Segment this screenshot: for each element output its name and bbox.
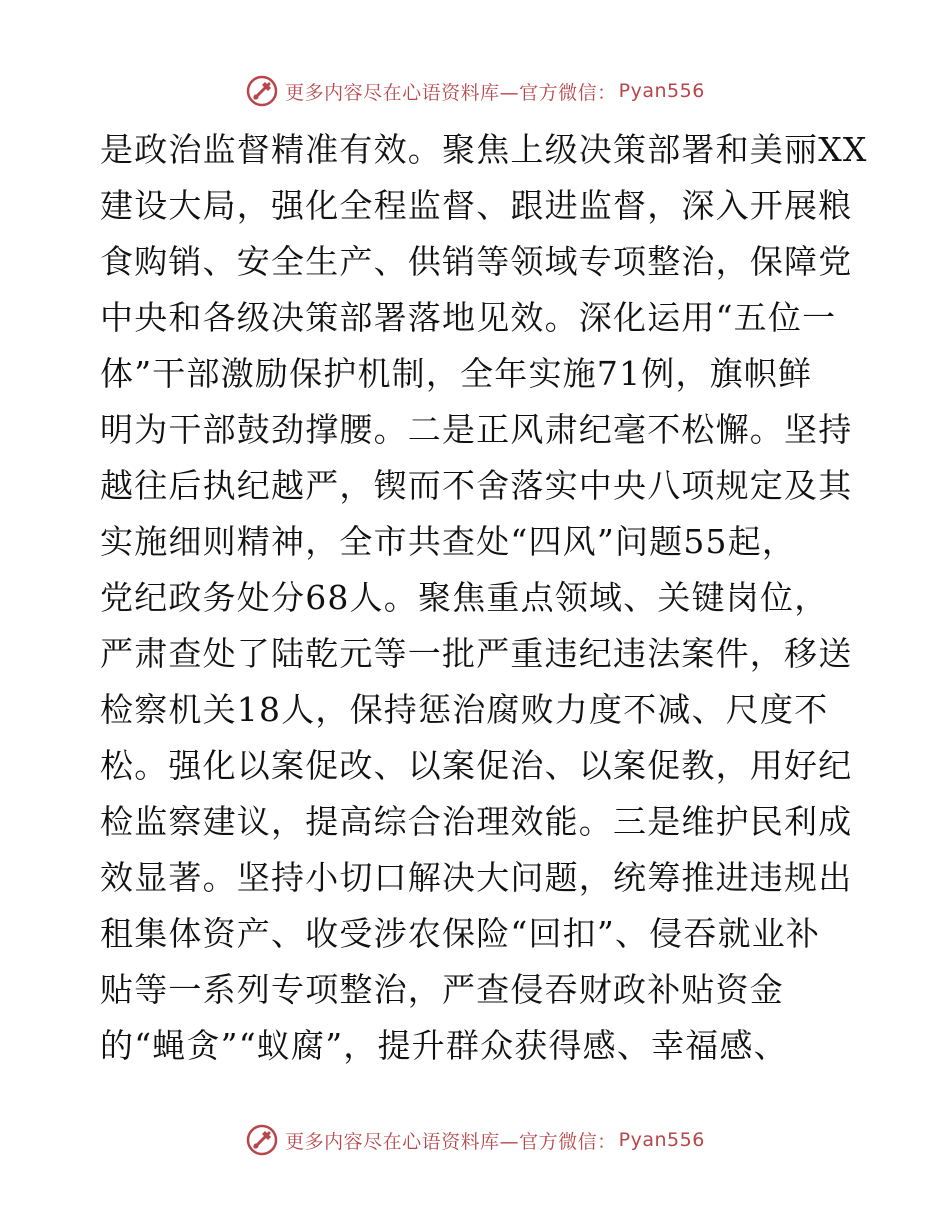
text-line: 实施细则精神，全市共查处“四风”问题55起， [100,522,797,561]
document-body [100,122,870,1074]
text-line: 的“蝇贪”“蚁腐”，提升群众获得感、幸福感、 [100,1026,788,1065]
text-line: 党纪政务处分68人。聚焦重点领域、关键岗位， [100,578,829,617]
text-line: 中央和各级决策部署落地见效。深化运用“五位一 [100,298,837,337]
text-line: 检监察建议，提高综合治理效能。三是维护民利成 [100,802,853,841]
watermark-account: Pyan556 [618,1129,705,1151]
text-line: 效显著。坚持小切口解决大问题，统筹推进违规出 [100,858,853,897]
text-line: 严肃查处了陆乾元等一批严重违纪违法案件，移送 [100,634,853,673]
text-line: 明为干部鼓劲撑腰。二是正风肃纪毫不松懈。坚持 [100,410,853,449]
text-line: 建设大局，强化全程监督、跟进监督，深入开展粮 [100,186,853,225]
watermark-account: Pyan556 [618,80,705,102]
text-line: 贴等一系列专项整治，严查侵吞财政补贴资金 [100,970,784,1009]
text-line: 松。强化以案促改、以案促治、以案促教，用好纪 [100,746,853,785]
logo-icon [245,74,279,108]
text-line: 越往后执纪越严，锲而不舍落实中央八项规定及其 [100,466,853,505]
watermark-text: 更多内容尽在心语资料库—官方微信： [285,81,617,104]
text-line: 检察机关18人，保持惩治腐败力度不减、尺度不 [100,690,829,729]
text-line: 是政治监督精准有效。聚焦上级决策部署和美丽XX [100,130,868,169]
text-line: 租集体资产、收受涉农保险“回扣”、侵吞就业补 [100,914,821,953]
footer-watermark [0,1120,950,1160]
logo-icon [245,1123,279,1157]
text-line: 食购销、安全生产、供销等领域专项整治，保障党 [100,242,853,281]
header-watermark [0,71,950,111]
watermark-text: 更多内容尽在心语资料库—官方微信： [285,1130,617,1153]
text-line: 体”干部激励保护机制，全年实施71例，旗帜鲜 [100,354,813,393]
